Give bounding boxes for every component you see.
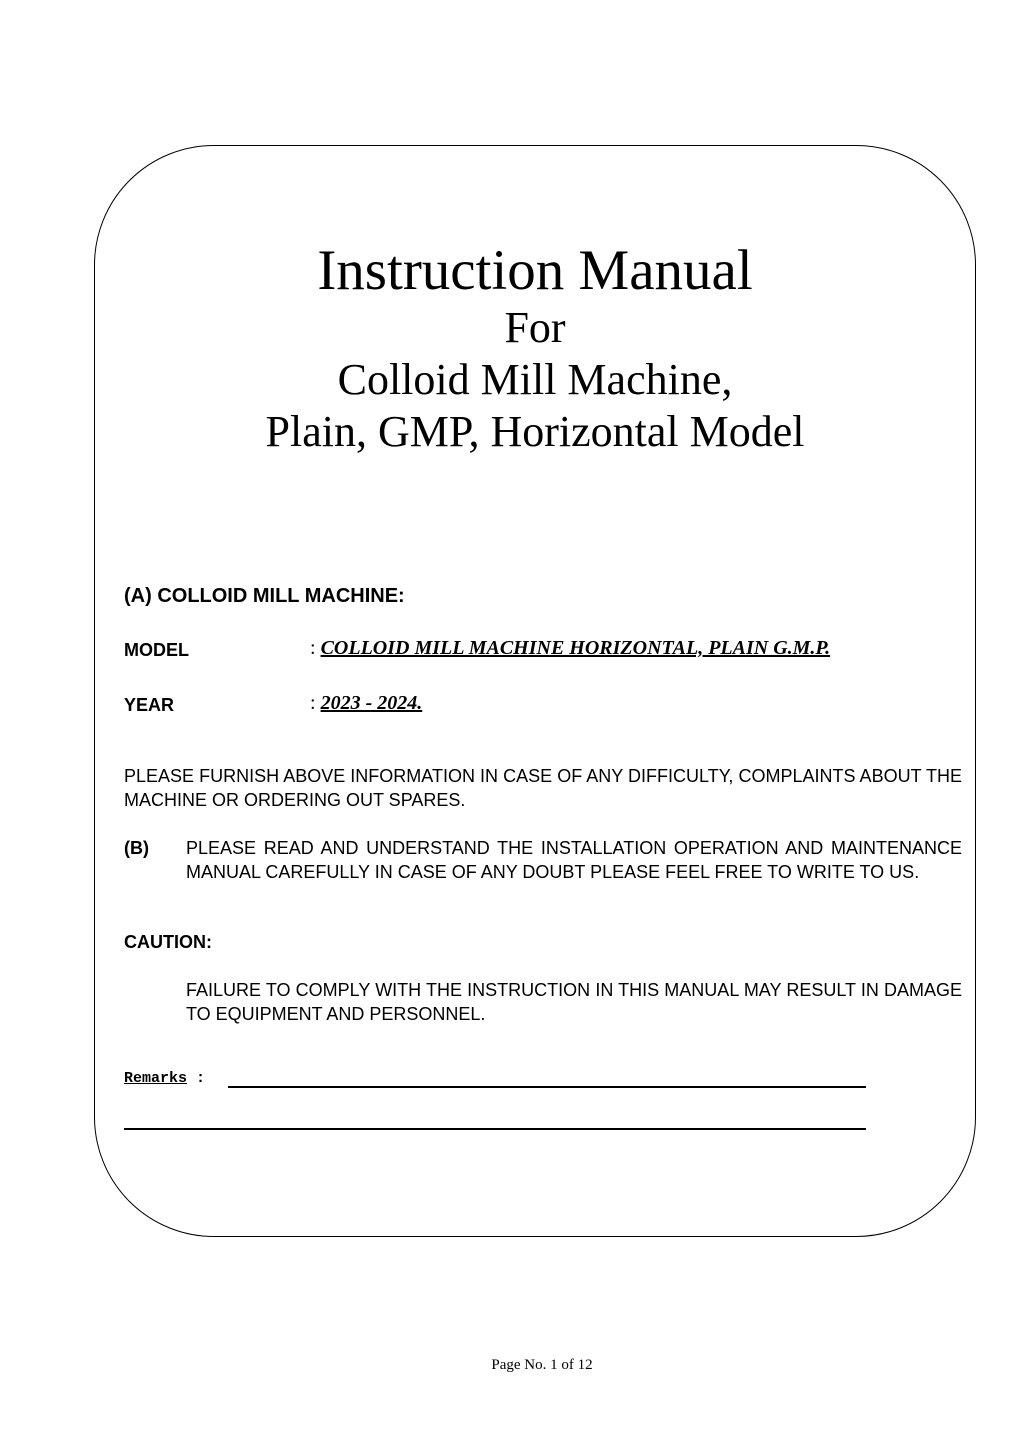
- title-machine: Colloid Mill Machine,: [337, 355, 733, 404]
- year-colon: :: [310, 692, 316, 714]
- remarks-label: Remarks: [124, 1070, 188, 1087]
- model-label: MODEL: [124, 640, 189, 660]
- caution-heading: CAUTION:: [124, 932, 212, 952]
- remarks-colon: :: [196, 1070, 206, 1087]
- title-block: [0, 236, 1024, 458]
- section-b-text: PLEASE READ AND UNDERSTAND THE INSTALLATION OPERATION AND MAINTENANCE MANUAL CAREFULLY IN CASE OF ANY DOUBT PLEASE FEEL FREE TO WRITE TO US.: [186, 838, 962, 882]
- remarks-line-1: [228, 1086, 866, 1088]
- furnish-paragraph: PLEASE FURNISH ABOVE INFORMATION IN CASE OF ANY DIFFICULTY, COMPLAINTS ABOUT THE MACHINE OR ORDERING OUT SPARES.: [124, 766, 962, 810]
- section-a-heading: (A) COLLOID MILL MACHINE:: [124, 585, 405, 607]
- document-title: Instruction Manual: [317, 239, 753, 302]
- model-value: COLLOID MILL MACHINE HORIZONTAL, PLAIN G.M.P.: [320, 637, 831, 659]
- year-label: YEAR: [124, 695, 175, 715]
- page-number: Page No. 1 of 12: [491, 1357, 593, 1373]
- remarks-field: [124, 1070, 205, 1087]
- remarks-line-2: [124, 1128, 866, 1130]
- section-b-label: (B): [124, 838, 149, 858]
- title-model: Plain, GMP, Horizontal Model: [265, 407, 805, 456]
- title-for: For: [504, 303, 566, 352]
- year-value: 2023 - 2024.: [320, 692, 423, 714]
- model-field: [310, 636, 830, 660]
- model-colon: :: [310, 637, 316, 659]
- year-field: [310, 691, 422, 715]
- caution-text: FAILURE TO COMPLY WITH THE INSTRUCTION IN THIS MANUAL MAY RESULT IN DAMAGE TO EQUIPMENT AND PERSONNEL.: [186, 980, 962, 1024]
